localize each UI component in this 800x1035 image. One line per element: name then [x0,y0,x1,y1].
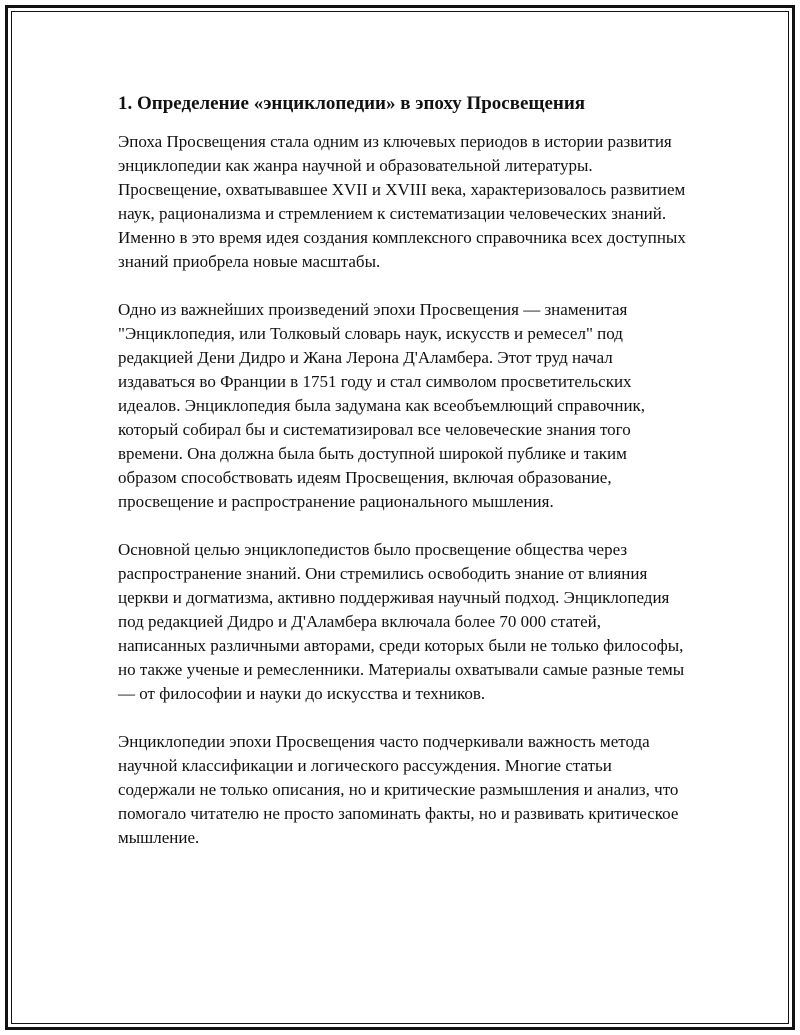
section-title: 1. Определение «энциклопедии» в эпоху Просвещения [118,93,586,114]
paragraph-3: Основной целью энциклопедистов было просвещение общества через распространение знаний. Они стремились освободить знание от влияния церкви и догматизма, активно поддерживая научный подход. Энциклопедия под редакцией Дидро и Д'Аламбера включала более 70 000 статей, написанных различными авторами, среди которых были не только философы, но также ученые и ремесленники. Материалы охватывали самые разные темы — от философии и науки до искусства и техников. [118,540,685,703]
document-body [118,92,688,874]
paragraph-4: Энциклопедии эпохи Просвещения часто подчеркивали важность метода научной классификации и логического рассуждения. Многие статьи содержали не только описания, но и критические размышления и анализ, что помогало читателю не просто запоминать факты, но и развивать критическое мышление. [118,732,679,847]
paragraph-1: Эпоха Просвещения стала одним из ключевых периодов в истории развития энциклопедии как жанра научной и образовательной литературы. Просвещение, охватывавшее XVII и XVIII века, характеризовалось развитием наук, рационализма и стремлением к систематизации человеческих знаний. Именно в это время идея создания комплексного справочника всех доступных знаний приобрела новые масштабы. [118,132,686,271]
paragraph-2: Одно из важнейших произведений эпохи Просвещения — знаменитая "Энциклопедия, или Толковый словарь наук, искусств и ремесел" под редакцией Дени Дидро и Жана Лерона Д'Аламбера. Этот труд начал издаваться во Франции в 1751 году и стал символом просветительских идеалов. Энциклопедия была задумана как всеобъемлющий справочник, который собирал бы и систематизировал все человеческие знания того времени. Она должна была быть доступной широкой публике и таким образом способствовать идеям Просвещения, включая образование, просвещение и распространение рационального мышления. [118,300,646,511]
